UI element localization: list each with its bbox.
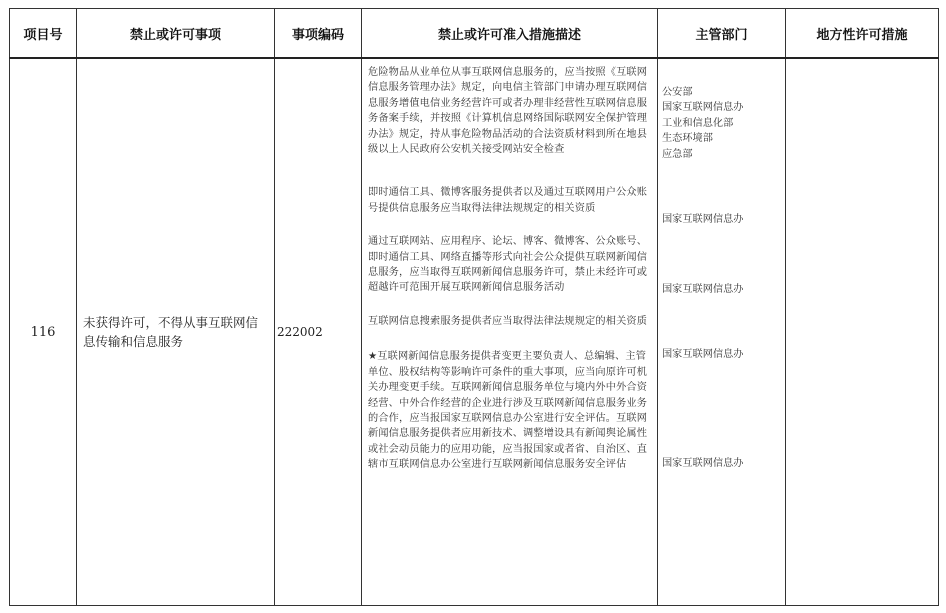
- measure-department-3: 国家互联网信息办: [662, 284, 744, 296]
- cell-departments: [658, 58, 786, 606]
- measure-department-2: 国家互联网信息办: [662, 214, 744, 226]
- header-item: 禁止或许可事项: [77, 9, 275, 59]
- table-header-row: [10, 9, 939, 59]
- header-code: 事项编码: [275, 9, 362, 59]
- header-dept: 主管部门: [658, 9, 786, 59]
- measure-department-4: 国家互联网信息办: [662, 348, 744, 360]
- measure-description-4: 互联网信息搜索服务提供者应当取得法律法规规定的相关资质: [368, 315, 648, 327]
- header-desc: 禁止或许可准入措施描述: [362, 9, 658, 59]
- measure-description-1: 危险物品从业单位从事互联网信息服务的，应当按照《互联网信息服务管理办法》规定，向电信主管部门申请办理互联网信息服务增值电信业务经营许可或者办理非经营性互联网信息服务备案手续，并按照《计算机信息网络国际联网安全保护管理办法》规定，持从事危险物品活动的合法资质材料到所在地县级以上人民政府公安机关接受网站安全检查: [368, 67, 648, 156]
- table-row: [10, 58, 939, 606]
- header-no: 项目号: [10, 9, 77, 59]
- cell-local-measures: [786, 58, 939, 606]
- measure-description-3: 通过互联网站、应用程序、论坛、博客、微博客、公众账号、即时通信工具、网络直播等形式向社会公众提供互联网新闻信息服务，应当取得互联网新闻信息服务许可，禁止未经许可或超越许可范围开展互联网新闻信息服务活动: [368, 236, 648, 294]
- cell-item-number: 116: [10, 58, 77, 606]
- measure-description-5: ★互联网新闻信息服务提供者变更主要负责人、总编辑、主管单位、股权结构等影响许可条件的重大事项，应当向原许可机关办理变更手续。互联网新闻信息服务单位与境内外中外合资经营、中外合作经营的企业进行涉及互联网新闻信息服务业务的合作，应当报国家互联网信息办公室进行安全评估。互联网新闻信息服务提供者应用新技术、调整增设具有新闻舆论属性或社会动员能力的应用功能，应当报国家或者省、自治区、直辖市互联网信息办公室进行互联网新闻信息服务安全评估: [368, 351, 648, 471]
- permit-table: [9, 8, 939, 606]
- header-local: 地方性许可措施: [786, 9, 939, 59]
- measure-department-5: 国家互联网信息办: [662, 458, 744, 470]
- measure-description-2: 即时通信工具、微博客服务提供者以及通过互联网用户公众账号提供信息服务应当取得法律法规规定的相关资质: [368, 187, 648, 214]
- cell-item-code: 222002: [275, 58, 362, 606]
- measure-department-1: 公安部 国家互联网信息办 工业和信息化部 生态环境部 应急部: [662, 87, 744, 160]
- cell-item-name: 未获得许可，不得从事互联网信息传输和信息服务: [77, 58, 275, 606]
- cell-measures-description: [362, 58, 658, 606]
